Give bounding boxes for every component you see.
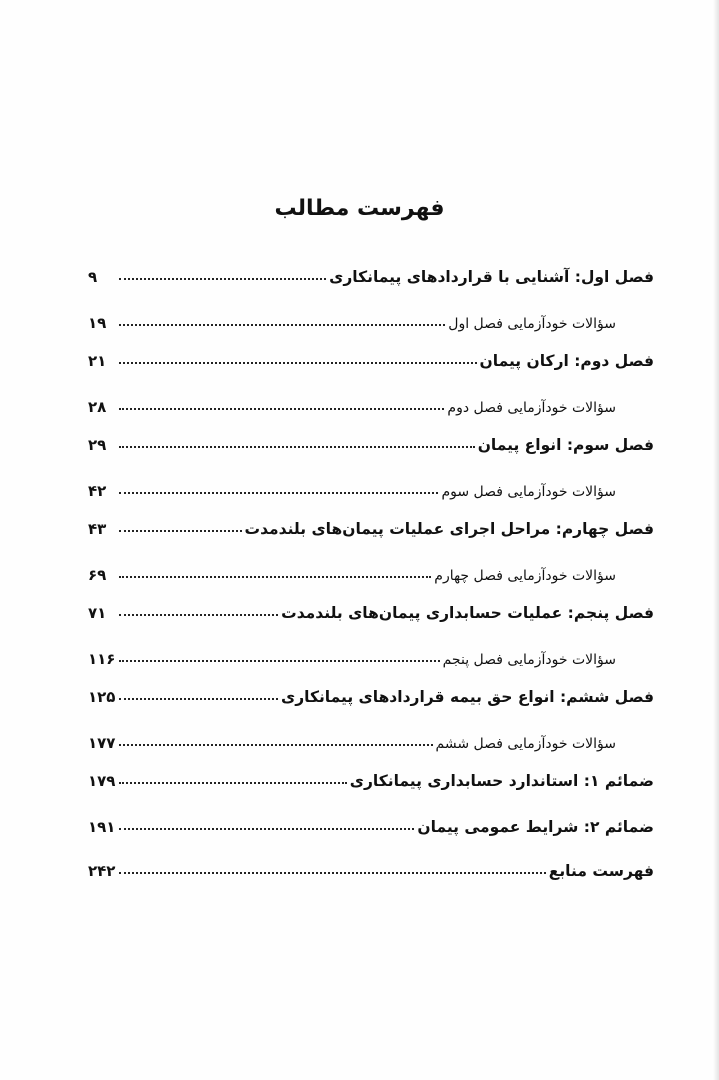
toc-entry-label: فصل ششم: انواع حق بیمه قراردادهای پیمانکاری xyxy=(281,688,654,706)
toc-entry-page-number: ۱۷۹ xyxy=(88,772,116,790)
toc-entry-label: سؤالات خودآزمایی فصل دوم xyxy=(447,400,616,416)
toc-entry-page-number: ۹ xyxy=(88,268,98,286)
toc-entry xyxy=(88,520,654,538)
toc-entry-page-number: ۱۹ xyxy=(88,314,107,332)
toc-entry xyxy=(88,482,654,500)
toc-entry xyxy=(88,314,654,332)
toc-entry-label: فهرست منابع xyxy=(548,862,654,880)
toc-entry-label: فصل چهارم: مراحل اجرای عملیات پیمان‌های بلندمدت xyxy=(244,520,654,538)
toc-entry xyxy=(88,268,654,286)
toc-entry-label: ضمائم ۲: شرایط عمومی پیمان xyxy=(417,818,654,836)
dot-leader xyxy=(119,782,347,784)
toc-entry-label: سؤالات خودآزمایی فصل ششم xyxy=(435,736,616,752)
toc-entry xyxy=(88,650,654,668)
toc-entry-page-number: ۴۳ xyxy=(88,520,107,538)
dot-leader xyxy=(119,872,546,874)
toc-entry-label: سؤالات خودآزمایی فصل پنجم xyxy=(442,652,616,668)
toc-entry-label: فصل پنجم: عملیات حسابداری پیمان‌های بلندمدت xyxy=(281,604,654,622)
page-title: فهرست مطالب xyxy=(274,196,445,221)
dot-leader xyxy=(119,576,431,578)
toc-entry-label: ضمائم ۱: استاندارد حسابداری پیمانکاری xyxy=(349,772,654,790)
toc-entry-label: فصل سوم: انواع پیمان xyxy=(477,436,654,454)
dot-leader xyxy=(119,698,278,700)
dot-leader xyxy=(119,828,414,830)
toc-entry-label: سؤالات خودآزمایی فصل اول xyxy=(448,316,616,332)
toc-entry-page-number: ۶۹ xyxy=(88,566,107,584)
toc-entry-page-number: ۲۸ xyxy=(88,398,107,416)
toc-entry xyxy=(88,734,654,752)
toc-entry-page-number: ۱۷۷ xyxy=(88,734,116,752)
toc-entry xyxy=(88,688,654,706)
dot-leader xyxy=(119,324,445,326)
toc-entry xyxy=(88,772,654,790)
toc-entry-label: سؤالات خودآزمایی فصل چهارم xyxy=(434,568,616,584)
toc-entry xyxy=(88,862,654,880)
dot-leader xyxy=(119,660,440,662)
toc-entry-page-number: ۴۲ xyxy=(88,482,107,500)
dot-leader xyxy=(119,278,326,280)
dot-leader xyxy=(119,530,242,532)
toc-entry-page-number: ۷۱ xyxy=(88,604,107,622)
toc-entry xyxy=(88,566,654,584)
dot-leader xyxy=(119,408,444,410)
toc-entry-page-number: ۲۹ xyxy=(88,436,107,454)
dot-leader xyxy=(119,362,477,364)
toc-entry xyxy=(88,604,654,622)
toc-entry-page-number: ۱۹۱ xyxy=(88,818,116,836)
dot-leader xyxy=(119,446,475,448)
toc-entry-page-number: ۱۱۶ xyxy=(88,650,116,668)
dot-leader xyxy=(119,492,438,494)
dot-leader xyxy=(119,614,278,616)
toc-entry-page-number: ۲۴۲ xyxy=(88,862,116,880)
page-edge-shadow xyxy=(713,0,719,1080)
toc-entry xyxy=(88,398,654,416)
toc-entry-page-number: ۱۲۵ xyxy=(88,688,116,706)
toc-entry-label: فصل دوم: ارکان پیمان xyxy=(479,352,654,370)
toc-entry-page-number: ۲۱ xyxy=(88,352,107,370)
dot-leader xyxy=(119,744,433,746)
toc-entry-label: فصل اول: آشنایی با قراردادهای پیمانکاری xyxy=(329,268,654,286)
toc-entry-label: سؤالات خودآزمایی فصل سوم xyxy=(441,484,616,500)
toc-entry xyxy=(88,352,654,370)
toc-entry xyxy=(88,818,654,836)
toc-entry xyxy=(88,436,654,454)
